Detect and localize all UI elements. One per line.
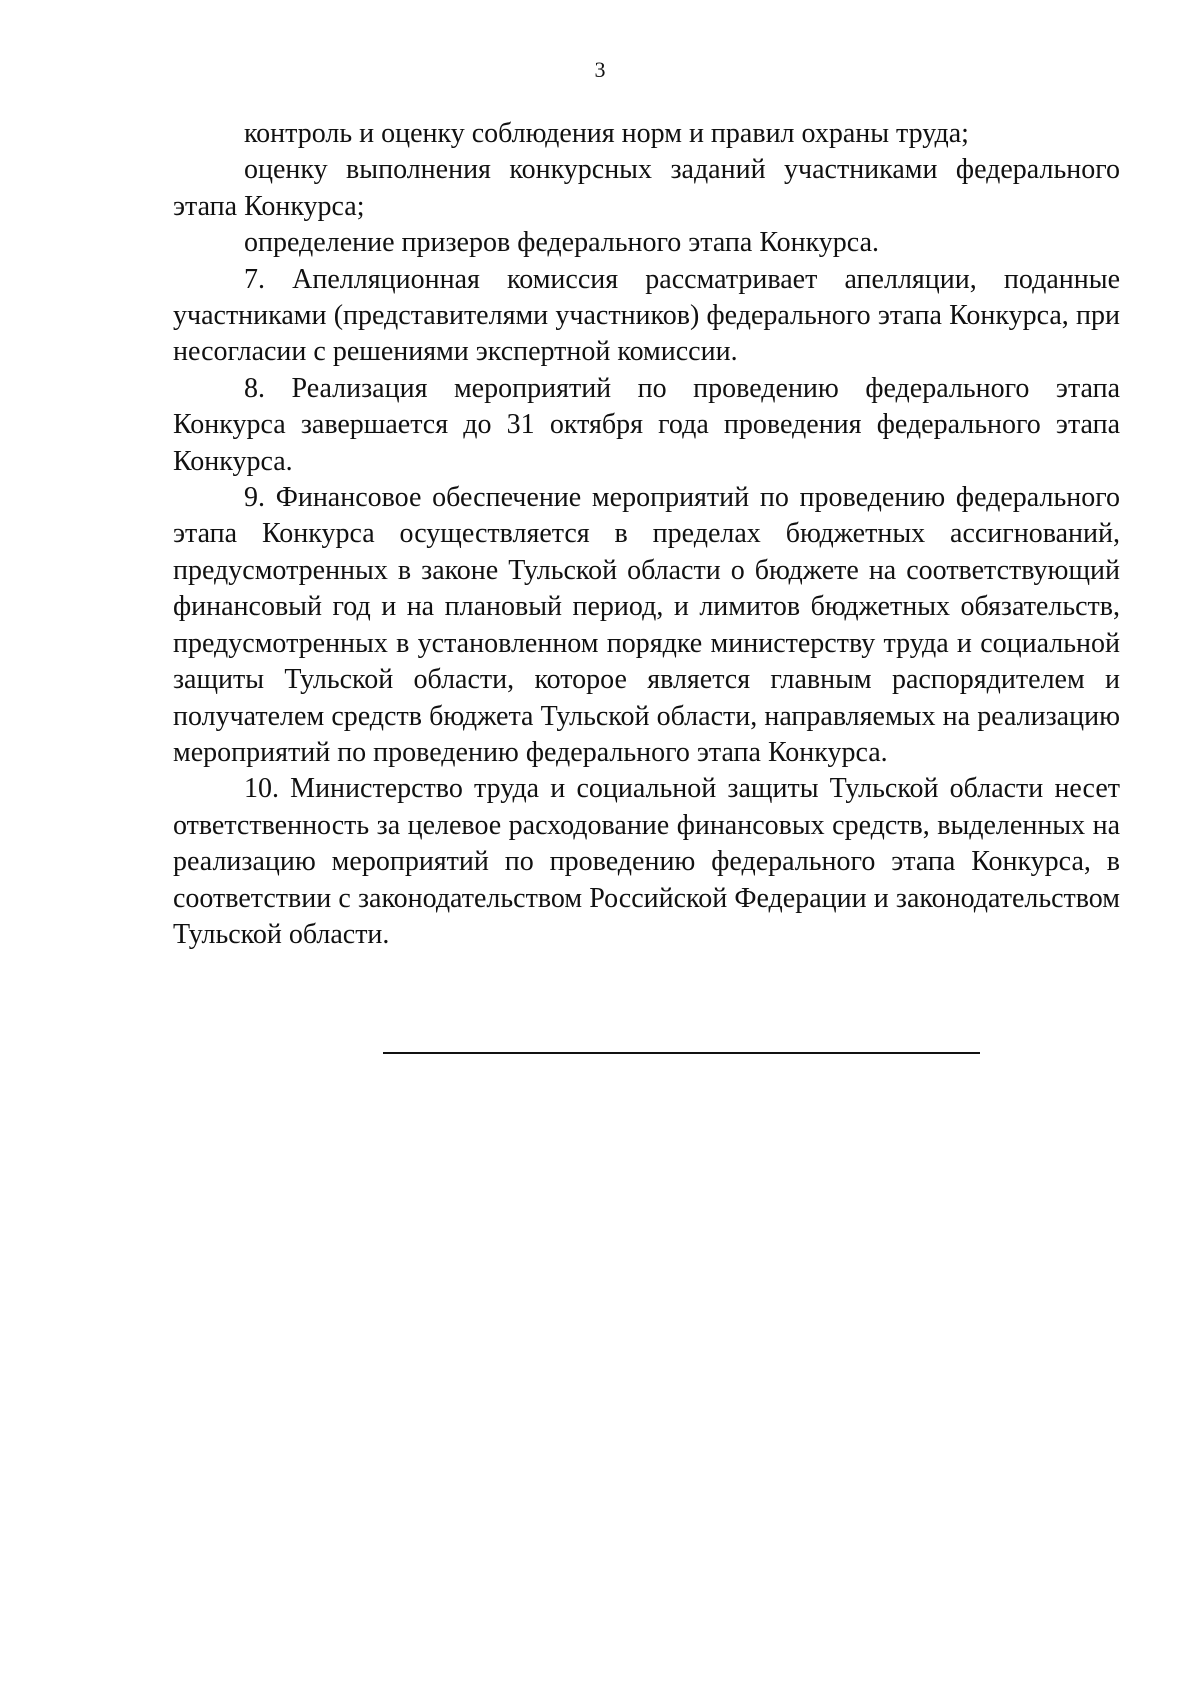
paragraph-item-9: 9. Финансовое обеспечение мероприятий по проведению федерального этапа Конкурса осуществляется в пределах бюджетных ассигнований, предусмотренных в законе Тульской области о бюджете на соответствующий финансовый год и на плановый период, и лимитов бюджетных обязательств, предусмотренных в установленном порядке министерству труда и социальной защиты Тульской области, которое является главным распорядителем и получателем средств бюджета Тульской области, направляемых на реализацию мероприятий по проведению федерального этапа Конкурса. bbox=[173, 482, 1120, 768]
paragraph-item-10: 10. Министерство труда и социальной защиты Тульской области несет ответственность за целевое расходование финансовых средств, выделенных на реализацию мероприятий по проведению федерального этапа Конкурса, в соответствии с законодательством Российской Федерации и законодательством Тульской области. bbox=[173, 773, 1120, 950]
closing-divider-line bbox=[383, 1052, 980, 1054]
paragraph-labor-safety-control: контроль и оценку соблюдения норм и правил охраны труда; bbox=[244, 118, 969, 149]
paragraph-item-7: 7. Апелляционная комиссия рассматривает апелляции, поданные участниками (представителями участников) федерального этапа Конкурса, при несогласии с решениями экспертной комиссии. bbox=[173, 263, 1120, 368]
document-body bbox=[173, 116, 1120, 953]
paragraph-item-8: 8. Реализация мероприятий по проведению федерального этапа Конкурса завершается до 31 октября года проведения федерального этапа Конкурса. bbox=[173, 372, 1120, 477]
page-number: 3 bbox=[594, 57, 606, 82]
paragraph-task-evaluation: оценку выполнения конкурсных заданий участниками федерального этапа Конкурса; bbox=[173, 154, 1120, 222]
paragraph-winners-determination: определение призеров федерального этапа Конкурса. bbox=[244, 227, 879, 259]
